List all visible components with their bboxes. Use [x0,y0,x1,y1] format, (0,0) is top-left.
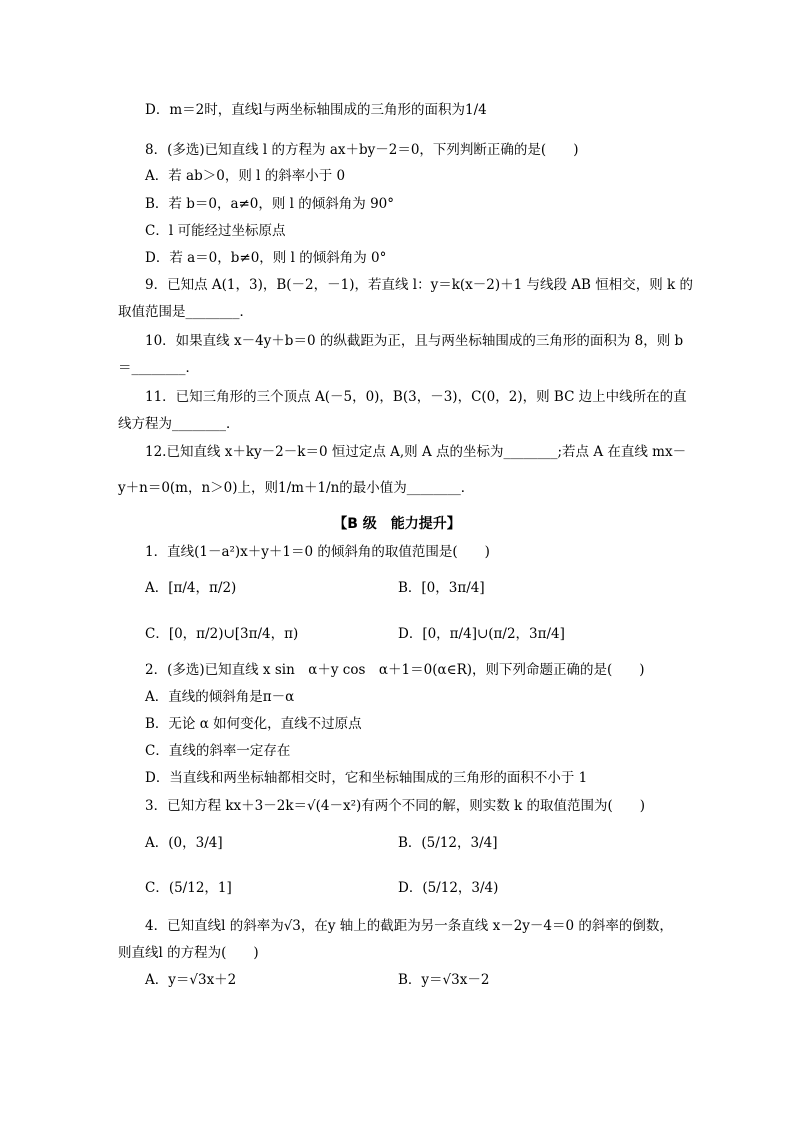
b1-option-c: C．[0，π/2)∪[3π/4，π) [145,626,299,642]
b3-option-b: B．(5/12，3/4] [398,835,498,851]
q12-stem-line1: 12.已知直线 x＋ky－2－k＝0 恒过定点 A,则 A 点的坐标为________;若点 A 在直线 mx－ [145,444,687,460]
b3-stem: 3．已知方程 kx＋3－2k＝√(4－x²)有两个不同的解，则实数 k 的取值范围为( ) [145,798,646,814]
b2-stem: 2．(多选)已知直线 x sin α＋y cos α＋1＝0(α∈R)，则下列命题正确的是( ) [145,662,645,678]
q12-stem-line2: y＋n＝0(m，n＞0)上，则1/m＋1/n的最小值为________． [118,480,475,496]
q9-stem-line1: 9．已知点 A(1，3)，B(－2，－1)，若直线 l：y＝k(x－2)＋1 与线段 AB 恒相交，则 k 的 [145,277,694,293]
b2-option-d: D．当直线和两坐标轴都相交时，它和坐标轴围成的三角形的面积不小于 1 [145,770,588,786]
section-heading-b: 【B 级 能力提升】 [333,516,461,532]
q11-stem-line1: 11．已知三角形的三个顶点 A(－5，0)，B(3，－3)，C(0，2)，则 BC 边上中线所在的直 [145,389,687,405]
q8-option-b: B．若 b＝0，a≠0，则 l 的倾斜角为 90° [145,196,395,212]
q9-stem-line2: 取值范围是________． [118,304,253,320]
b2-option-a: A．直线的倾斜角是π－α [145,689,295,705]
b2-option-b: B．无论 α 如何变化，直线不过原点 [145,716,362,732]
b4-stem-line2: 则直线l 的方程为( ) [118,945,259,961]
q8-stem: 8．(多选)已知直线 l 的方程为 ax＋by－2＝0，下列判断正确的是( ) [145,142,579,158]
b1-option-b: B．[0，3π/4] [398,580,485,596]
q11-stem-line2: 线方程为________． [118,416,240,432]
q8-option-c: C．l 可能经过坐标原点 [145,223,286,239]
b3-option-d: D．(5/12，3/4) [398,880,499,896]
b1-option-d: D．[0，π/4]∪(π/2，3π/4] [398,626,565,642]
q7-option-d: D．m＝2时，直线l与两坐标轴围成的三角形的面积为1/4 [145,102,487,118]
b2-option-c: C．直线的斜率一定存在 [145,743,291,759]
b4-option-b: B．y＝√3x－2 [398,972,490,988]
q10-stem-line1: 10．如果直线 x－4y＋b＝0 的纵截距为正，且与两坐标轴围成的三角形的面积为 8，则 b [145,333,684,349]
b4-stem-line1: 4．已知直线l 的斜率为√3，在y 轴上的截距为另一条直线 x－2y－4＝0 的斜率的倒数， [145,918,673,934]
b3-option-c: C．(5/12，1] [145,880,232,896]
q10-stem-line2: ＝________． [118,360,199,376]
b3-option-a: A．(0，3/4] [145,835,223,851]
b1-option-a: A．[π/4，π/2) [145,580,237,596]
b4-option-a: A．y＝√3x＋2 [145,972,237,988]
q8-option-d: D．若 a＝0，b≠0，则 l 的倾斜角为 0° [145,250,387,266]
b1-stem: 1．直线(1－a²)x＋y＋1＝0 的倾斜角的取值范围是( ) [145,544,490,560]
q8-option-a: A．若 ab＞0，则 l 的斜率小于 0 [145,168,346,184]
